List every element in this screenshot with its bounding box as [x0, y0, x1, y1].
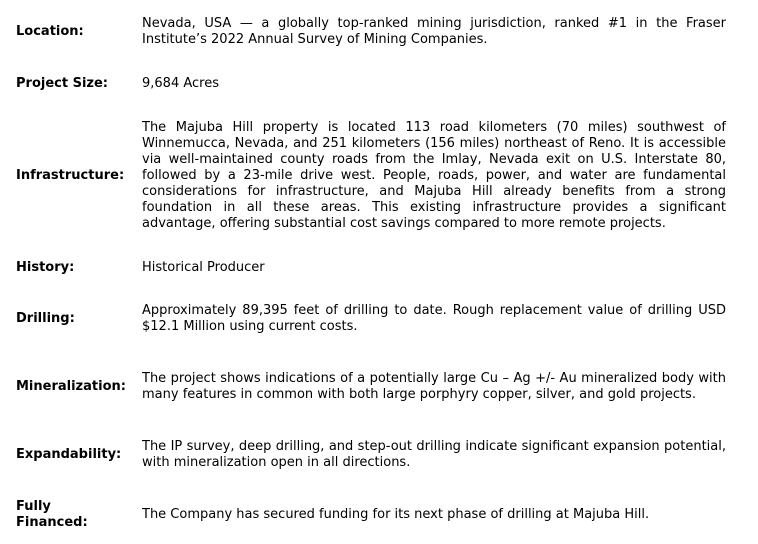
row-mineralization	[16, 362, 726, 412]
row-value: Historical Producer	[142, 260, 265, 275]
row-fully-financed	[16, 498, 726, 532]
row-drilling	[16, 302, 726, 336]
row-label: Location:	[16, 24, 84, 39]
row-history	[16, 259, 726, 277]
row-label: Mineralization:	[16, 379, 126, 394]
row-value: Nevada, USA — a globally top-ranked mining jurisdiction, ranked #1 in the Fraser Institute’s 2022 Annual Survey of Mining Companies.	[142, 16, 726, 47]
row-label: Project Size:	[16, 76, 108, 91]
row-value: Approximately 89,395 feet of drilling to date. Rough replacement value of drilling USD $12.1 Million using current costs.	[142, 303, 726, 334]
row-infrastructure	[16, 119, 726, 233]
row-label: Infrastructure:	[16, 168, 125, 183]
row-value: The Company has secured funding for its next phase of drilling at Majuba Hill.	[142, 507, 650, 522]
row-label: Expandability:	[16, 447, 122, 462]
row-value: 9,684 Acres	[142, 76, 219, 91]
row-expandability	[16, 438, 726, 472]
row-project-size	[16, 75, 726, 93]
row-location	[16, 15, 726, 49]
row-value: The IP survey, deep drilling, and step-out drilling indicate significant expansion potential, with mineralization open in all directions.	[142, 439, 726, 470]
row-label: Fully Financed:	[16, 499, 88, 530]
row-label: History:	[16, 260, 75, 275]
row-value: The Majuba Hill property is located 113 road kilometers (70 miles) southwest of Winnemucca, Nevada, and 251 kilometers (156 miles) northeast of Reno. It is accessible via well-maintained county roads from the Imlay, Nevada exit on U.S. Interstate 80, followed by a 23-mile drive west. People, roads, power, and water are fundamental considerations for infrastructure, and Majuba Hill already benefits from a strong foundation in all these areas. This existing infrastructure provides a significant advantage, offering substantial cost savings compared to more remote projects.	[142, 120, 726, 231]
row-value: The project shows indications of a potentially large Cu – Ag +/- Au mineralized body with many features in common with both large porphyry copper, silver, and gold projects.	[142, 371, 726, 402]
row-label: Drilling:	[16, 311, 75, 326]
